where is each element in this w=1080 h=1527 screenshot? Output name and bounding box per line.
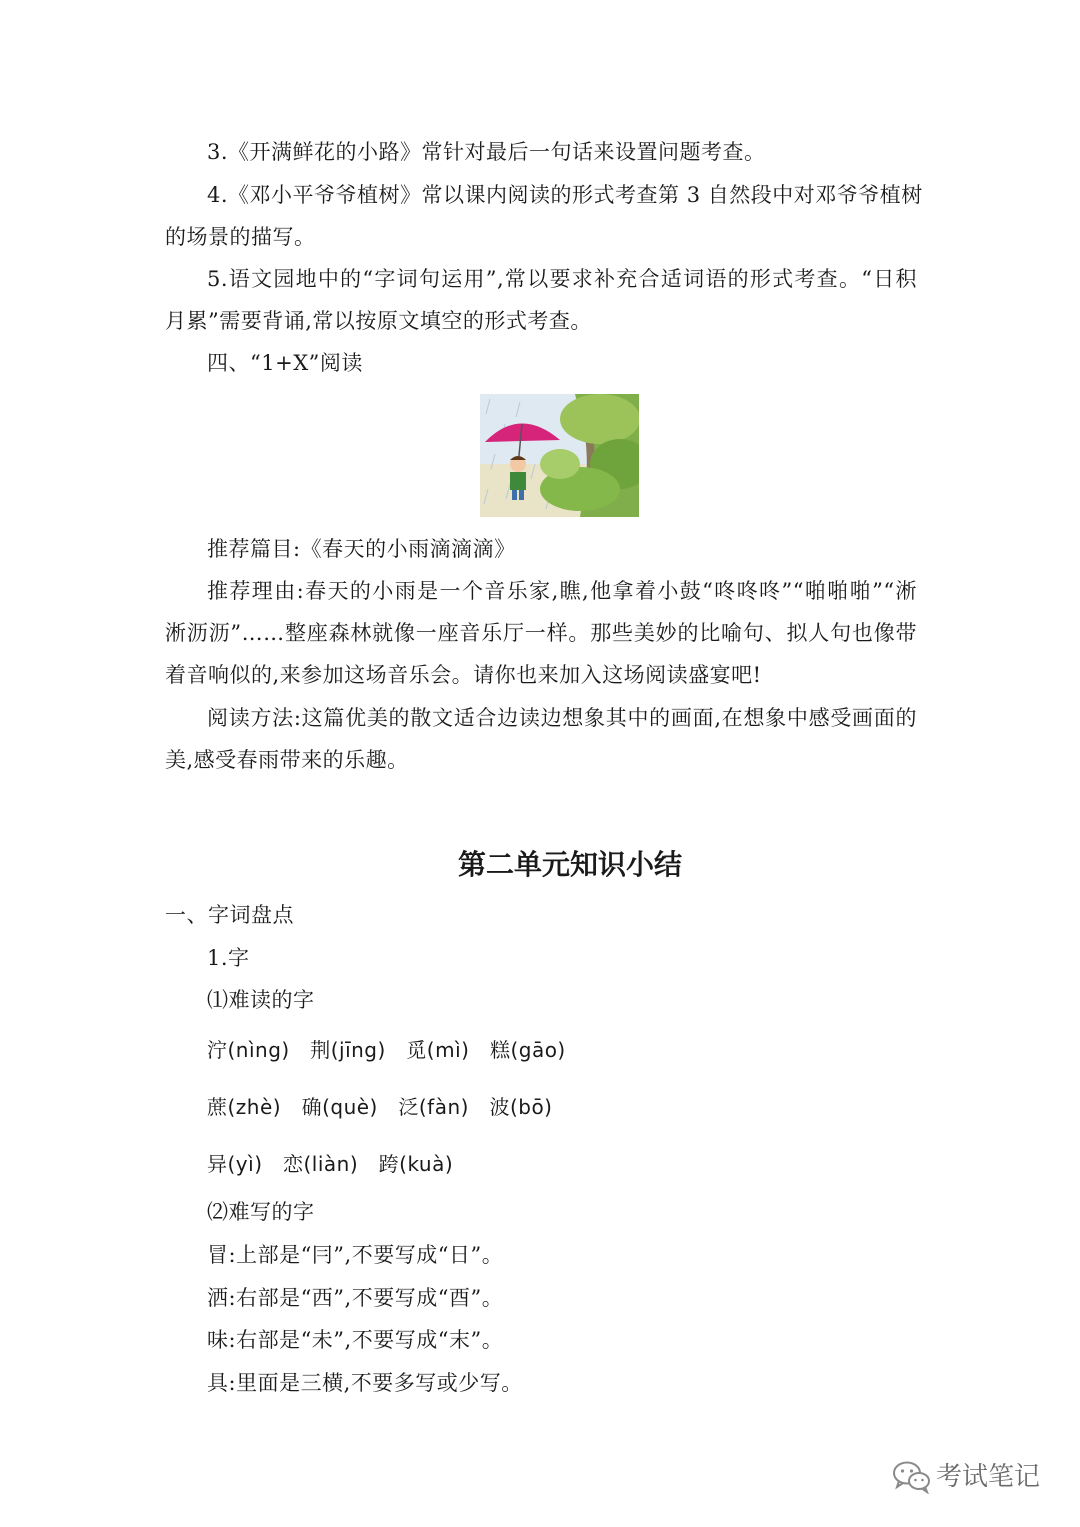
reason-line-3: 着音响似的,来参加这场音乐会。请你也来加入这场阅读盛宴吧! (165, 663, 762, 687)
summary-title: 第二单元知识小结 (457, 848, 682, 881)
hard-char-1: 冒:上部是“冃”,不要写成“日”。 (207, 1243, 504, 1267)
item-3: 3.《开满鲜花的小路》常针对最后一句话来设置问题考查。 (207, 140, 766, 164)
sub-heading-characters: 1.字 (207, 946, 250, 970)
reason-line-2: 淅沥沥”……整座森林就像一座音乐厅一样。那些美妙的比喻句、拟人句也像带 (165, 621, 917, 645)
recommend-title: 推荐篇目:《春天的小雨滴滴滴》 (207, 537, 516, 561)
part-1-heading: 一、字词盘点 (165, 903, 294, 927)
watermark-text: 考试笔记 (936, 1462, 1041, 1492)
item-5-line-1: 5.语文园地中的“字词句运用”,常以要求补充合适词语的形式考查。“日积 (207, 267, 917, 291)
pinyin-row-2: 蔗(zhè) 确(què) 泛(fàn) 波(bō) (207, 1095, 553, 1119)
sub-heading-hard-to-read: ⑴难读的字 (207, 988, 315, 1012)
wechat-icon (892, 1460, 932, 1494)
method-line-2: 美,感受春雨带来的乐趣。 (165, 748, 409, 772)
watermark (892, 1456, 1062, 1500)
reason-line-1: 推荐理由:春天的小雨是一个音乐家,瞧,他拿着小鼓“咚咚咚”“啪啪啪”“淅 (207, 579, 917, 603)
hard-char-4: 具:里面是三横,不要多写或少写。 (207, 1371, 523, 1395)
hard-char-3: 味:右部是“未”,不要写成“末”。 (207, 1328, 504, 1352)
method-line-1: 阅读方法:这篇优美的散文适合边读边想象其中的画面,在想象中感受画面的 (207, 706, 917, 730)
section-4-heading: 四、“1+X”阅读 (207, 351, 363, 375)
pinyin-row-1: 泞(nìng) 荆(jīng) 觅(mì) 糕(gāo) (207, 1038, 566, 1062)
sub-heading-hard-to-write: ⑵难写的字 (207, 1200, 315, 1224)
spring-rain-illustration (480, 394, 639, 517)
item-4-line-1: 4.《邓小平爷爷植树》常以课内阅读的形式考查第 3 自然段中对邓爷爷植树 (207, 183, 923, 207)
hard-char-2: 洒:右部是“西”,不要写成“酉”。 (207, 1286, 504, 1310)
item-4-line-2: 的场景的描写。 (165, 225, 316, 249)
pinyin-row-3: 异(yì) 恋(liàn) 跨(kuà) (207, 1152, 454, 1176)
item-5-line-2: 月累”需要背诵,常以按原文填空的形式考查。 (165, 309, 592, 333)
